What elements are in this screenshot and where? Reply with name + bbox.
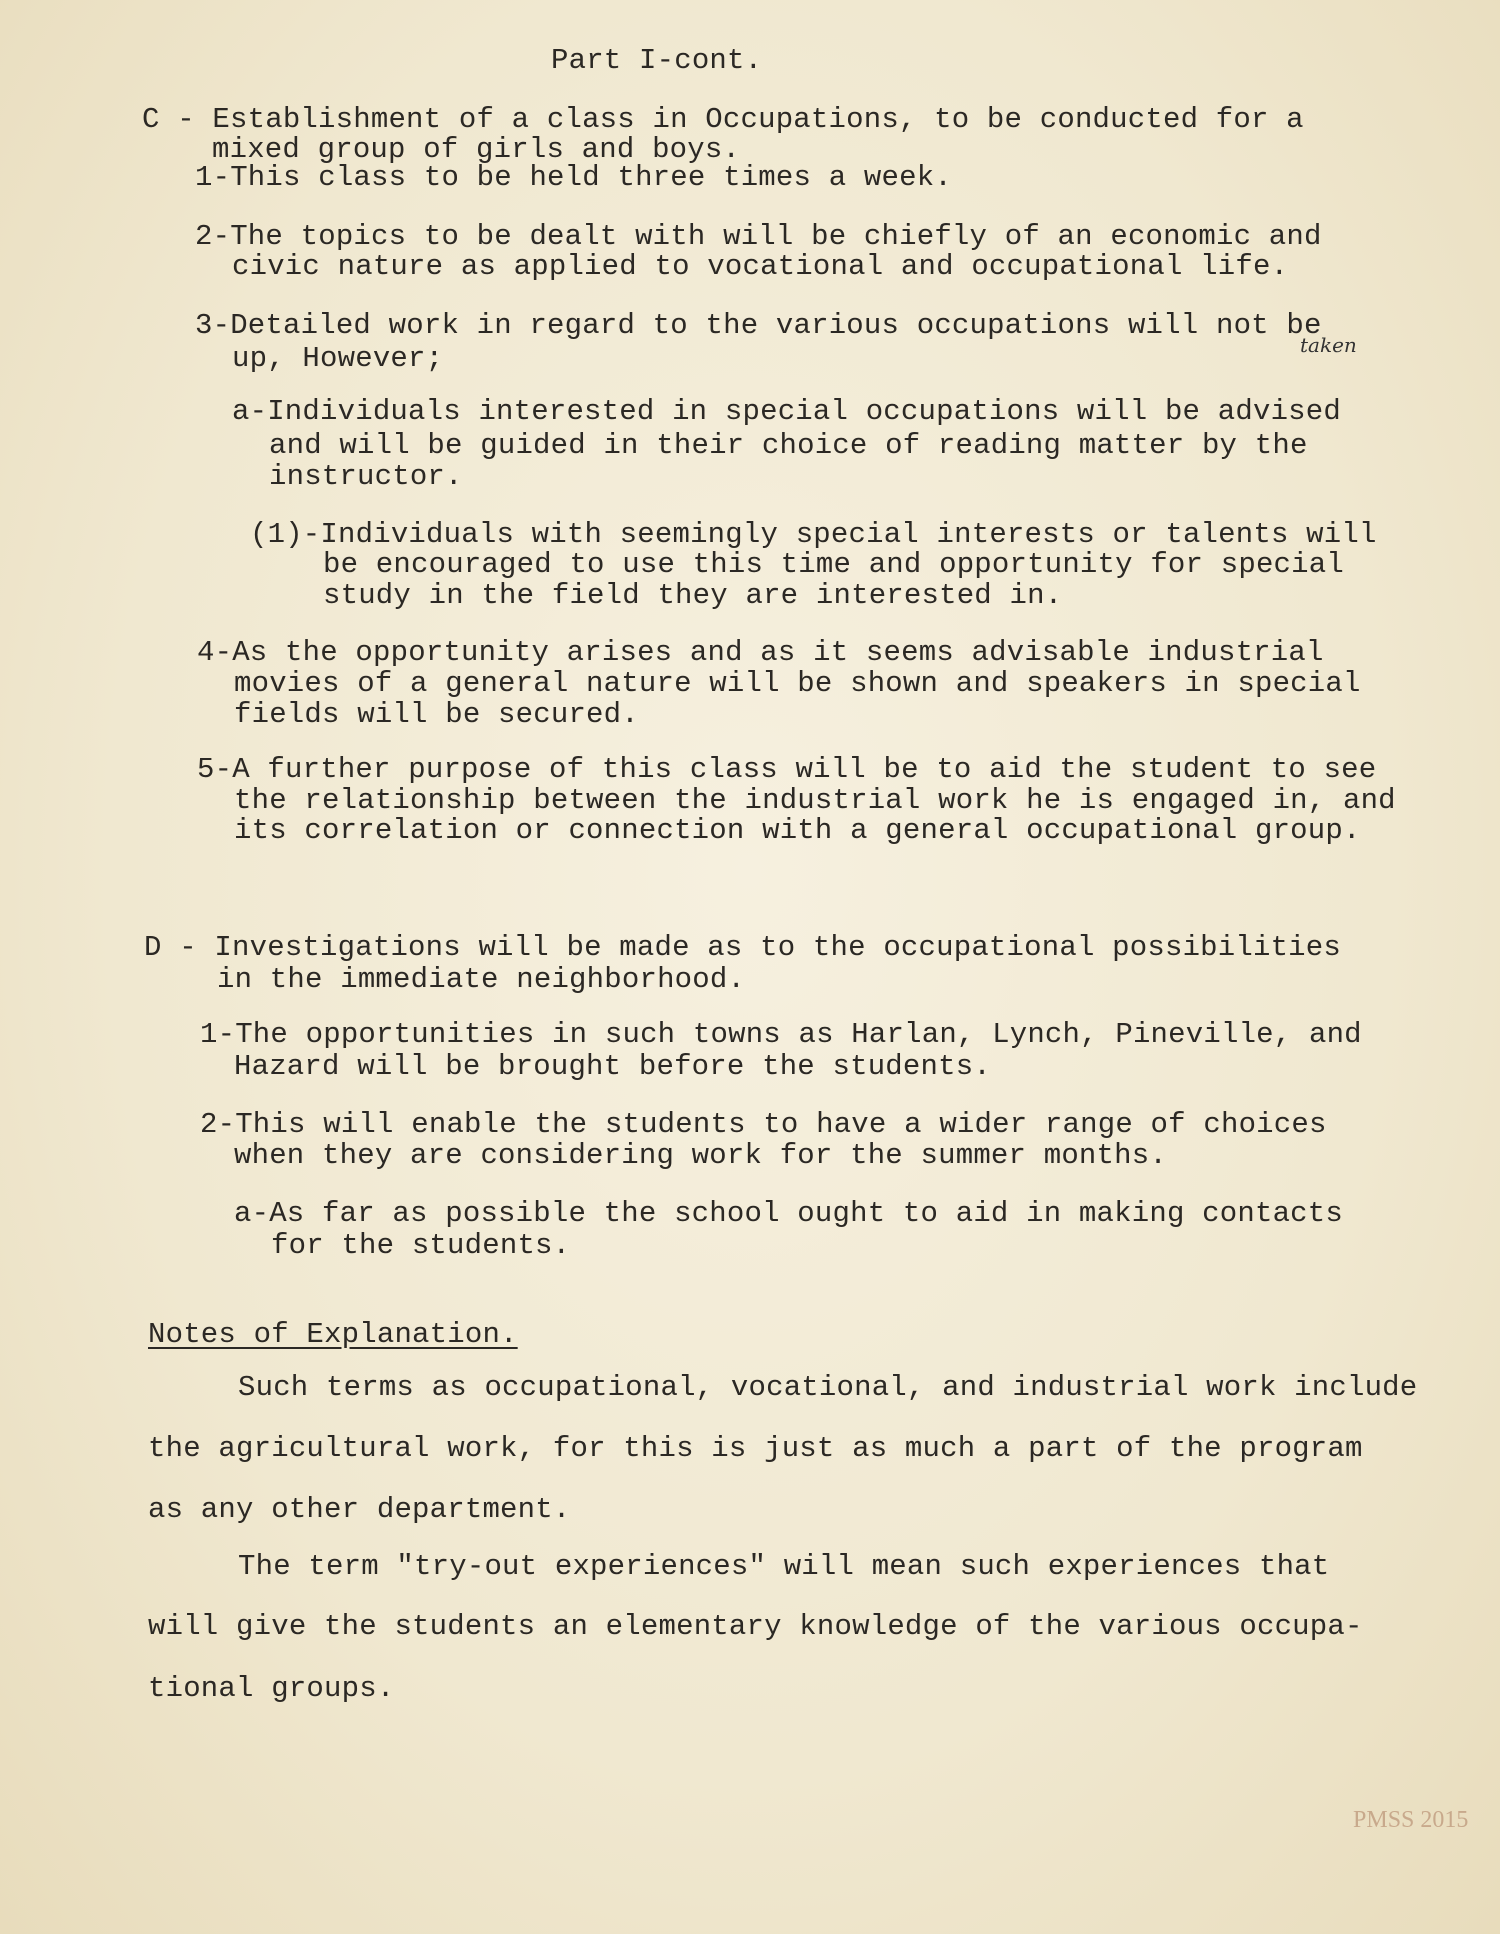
notes-paragraph: Such terms as occupational, vocational, and industrial work include [238, 1371, 1418, 1404]
item-c1: 1-This class to be held three times a week. [195, 161, 952, 194]
handwritten-annotation: taken [1300, 333, 1357, 357]
item-d2: 2-This will enable the students to have a wider range of choices [200, 1108, 1327, 1141]
notes-paragraph: The term "try-out experiences" will mean such experiences that [238, 1550, 1330, 1583]
notes-paragraph: will give the students an elementary knowledge of the various occupa- [148, 1610, 1363, 1643]
item-c3a: instructor. [269, 460, 463, 493]
item-c3a1: study in the field they are interested in. [323, 579, 1063, 612]
item-c5: the relationship between the industrial work he is engaged in, and [234, 784, 1396, 817]
notes-heading: Notes of Explanation. [148, 1318, 518, 1351]
item-c3a1: be encouraged to use this time and opportunity for special [323, 548, 1344, 581]
section-c-line: mixed group of girls and boys. [212, 133, 741, 166]
item-c5: 5-A further purpose of this class will be to aid the student to see [197, 753, 1377, 786]
item-c3: 3-Detailed work in regard to the various occupations will not be [195, 309, 1322, 342]
item-c3a1: (1)-Individuals with seemingly special interests or talents will [250, 518, 1377, 551]
section-d-line: D - Investigations will be made as to the occupational possibilities [144, 931, 1341, 964]
section-c-line: C - Establishment of a class in Occupations, to be conducted for a [142, 103, 1304, 136]
item-c5: its correlation or connection with a general occupational group. [234, 814, 1361, 847]
item-d1: Hazard will be brought before the students. [234, 1050, 991, 1083]
item-d2a: for the students. [271, 1229, 571, 1262]
item-c4: 4-As the opportunity arises and as it seems advisable industrial [197, 636, 1324, 669]
notes-paragraph: the agricultural work, for this is just as much a part of the program [148, 1432, 1363, 1465]
notes-paragraph: tional groups. [148, 1672, 395, 1705]
item-d2a: a-As far as possible the school ought to aid in making contacts [234, 1197, 1343, 1230]
item-d2: when they are considering work for the summer months. [234, 1139, 1167, 1172]
watermark: PMSS 2015 [1353, 1807, 1469, 1833]
item-c3a: a-Individuals interested in special occupations will be advised [232, 395, 1341, 428]
section-d-line: in the immediate neighborhood. [217, 963, 746, 996]
notes-paragraph: as any other department. [148, 1493, 571, 1526]
item-c2: civic nature as applied to vocational and occupational life. [232, 250, 1289, 283]
item-d1: 1-The opportunities in such towns as Harlan, Lynch, Pineville, and [200, 1018, 1362, 1051]
page-title: Part I-cont. [551, 44, 763, 77]
item-c3: up, However; [232, 342, 444, 375]
item-c3a: and will be guided in their choice of reading matter by the [269, 429, 1308, 462]
item-c4: fields will be secured. [234, 698, 639, 731]
item-c2: 2-The topics to be dealt with will be chiefly of an economic and [195, 220, 1322, 253]
item-c4: movies of a general nature will be shown and speakers in special [234, 667, 1361, 700]
